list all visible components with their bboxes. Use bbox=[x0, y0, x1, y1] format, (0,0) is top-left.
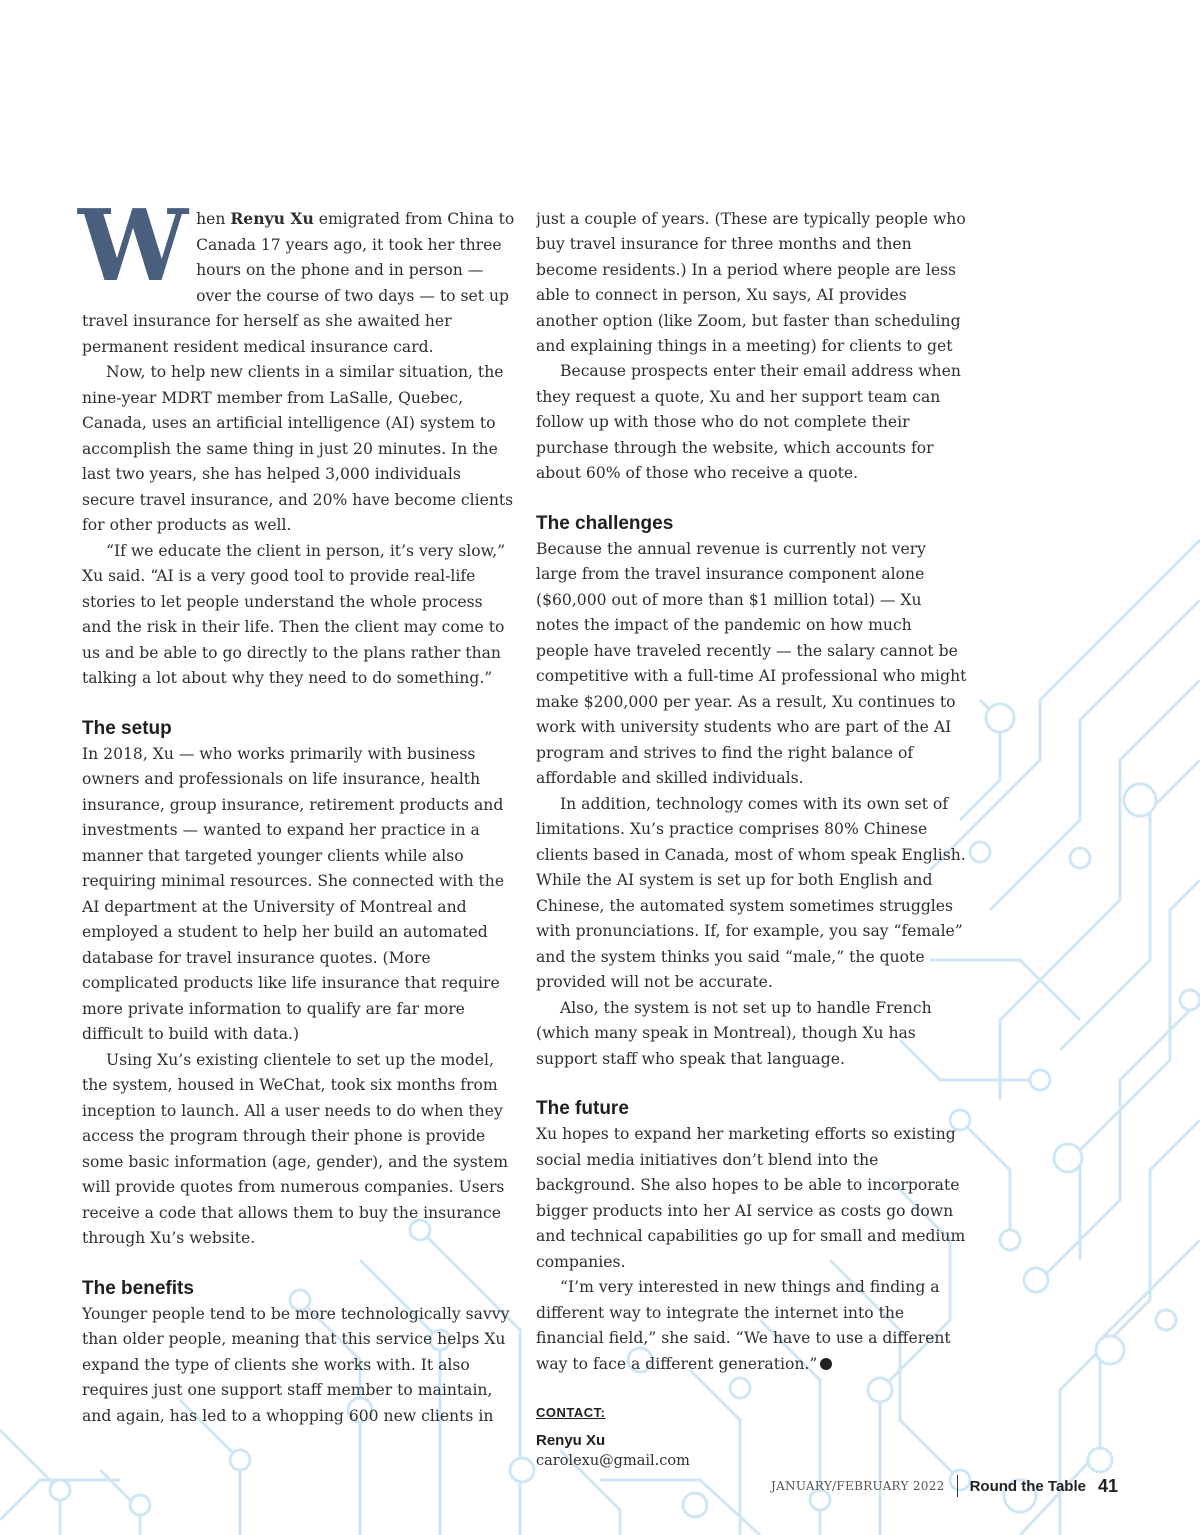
challenges-paragraph-2: In addition, technology comes with its own set of limitations. Xu’s practice comprises 80% Chinese clients based in Canada, most of whom speak English. While the AI system is set up for both English and Chinese, the automated system sometimes struggles with pronunciations. If, for example, you say “female” and the system thinks you said “male,” the quote provided will not be accurate. bbox=[536, 794, 966, 991]
contact-block bbox=[536, 1403, 968, 1471]
footer-divider bbox=[957, 1475, 958, 1497]
setup-paragraph-2: Using Xu’s existing clientele to set up the model, the system, housed in WeChat, took six months from inception to launch. All a user needs to do when they access the program through their phone is provide some basic information (age, gender), and the system will provide quotes from numerous companies. Users receive a code that allows them to buy the insurance through Xu’s website. bbox=[82, 1050, 508, 1247]
paragraph-2: Now, to help new clients in a similar situation, the nine-year MDRT member from LaSalle, Quebec, Canada, uses an artificial intelligence (AI) system to accomplish the same thing in just 20 minutes. In the last two years, she has helped 3,000 individuals secure travel insurance, and 20% have become clients for other products as well. bbox=[82, 363, 514, 534]
benefits-continuation bbox=[536, 206, 968, 359]
intro-paragraph bbox=[78, 189, 516, 360]
article-column-left bbox=[78, 189, 516, 1429]
footer-date: JANUARY/FEBRUARY 2022 bbox=[770, 1479, 945, 1493]
drop-cap: W bbox=[78, 189, 189, 304]
section-heading-benefits: The benefits bbox=[82, 1277, 194, 1299]
benefits-paragraph-2: Because prospects enter their email address when they request a quote, Xu and her support team can follow up with those who do not complete their purchase through the website, which accounts for about 60% of those who receive a quote. bbox=[536, 362, 961, 482]
page-footer bbox=[771, 1474, 1118, 1498]
intro-text-before: hen bbox=[196, 210, 231, 228]
benefits-paragraph-1-text: Younger people tend to be more technologically savvy than older people, meaning that this service helps Xu expand the type of clients she works with. It also requires just one support staff member to maintain, and again, has led to a whopping 600 new clients in bbox=[82, 1304, 510, 1425]
section-heading-challenges: The challenges bbox=[536, 512, 674, 534]
challenges-paragraph-1: Because the annual revenue is currently not very large from the travel insurance component alone ($60,000 out of more than $1 million total) — Xu notes the impact of the pandemic on how much people have traveled recently — the salary cannot be competitive with a full-time AI professional who might make $200,000 per year. As a result, Xu continues to work with university students who are part of the AI program and strives to find the right balance of affordable and skilled individuals. bbox=[536, 539, 967, 787]
contact-name: Renyu Xu bbox=[536, 1432, 606, 1449]
contact-label: CONTACT: bbox=[536, 1405, 606, 1420]
paragraph-3: “If we educate the client in person, it’s very slow,” Xu said. “AI is a very good tool to provide real-life stories to let people understand the whole process and the risk in their life. Then the client may come to us and be able to go directly to the plans rather than talking a lot about why they need to do something.” bbox=[82, 541, 506, 687]
future-paragraph-1: Xu hopes to expand her marketing efforts so existing social media initiatives don’t blend into the background. She also hopes to be able to incorporate bigger products into her AI service as costs go down and technical capabilities go up for small and medium companies. bbox=[536, 1125, 966, 1271]
intro-name: Renyu Xu bbox=[230, 209, 314, 228]
future-paragraph-2-text: “I’m very interested in new things and finding a different way to integrate the internet into the financial field,” she said. “We have to use a different way to face a different generation.” bbox=[536, 1278, 951, 1373]
section-heading-future: The future bbox=[536, 1098, 629, 1119]
benefits-paragraph-1 bbox=[82, 1302, 516, 1429]
benefits-paragraph-1-continued-text: just a couple of years. (These are typically people who buy travel insurance for three months and then become residents.) In a period where people are less able to connect in person, Xu says, AI provides another option (like Zoom, but faster than scheduling and explaining things in a meeting) for clients to get bbox=[536, 209, 966, 355]
future-paragraph-2 bbox=[536, 1275, 968, 1377]
intro-text-after: emigrated from China to Canada 17 years ago, it took her three hours on the phone and in person — over the course of two days — to set up travel insurance for herself as she awaited her permanent resident medical insurance card. bbox=[82, 210, 515, 356]
challenges-paragraph-3: Also, the system is not set up to handle French (which many speak in Montreal), though Xu has support staff who speak that language. bbox=[536, 998, 932, 1068]
benefits-paragraph-1-continued bbox=[536, 206, 968, 359]
end-mark-icon bbox=[820, 1358, 832, 1370]
footer-publication: Round the Table bbox=[969, 1477, 1086, 1495]
contact-email[interactable]: carolexu@gmail.com bbox=[536, 1453, 690, 1469]
article-column-right bbox=[536, 206, 968, 1471]
page-number: 41 bbox=[1097, 1475, 1118, 1496]
section-heading-setup: The setup bbox=[82, 717, 172, 739]
setup-paragraph-1: In 2018, Xu — who works primarily with business owners and professionals on life insurance, health insurance, group insurance, retirement products and investments — wanted to expand her practice in a manner that targeted younger clients while also requiring minimal resources. She connected with the AI department at the University of Montreal and employed a student to help her build an automated database for travel insurance quotes. (More complicated products like life insurance that require more private information to qualify are far more difficult to build with data.) bbox=[82, 744, 505, 1043]
